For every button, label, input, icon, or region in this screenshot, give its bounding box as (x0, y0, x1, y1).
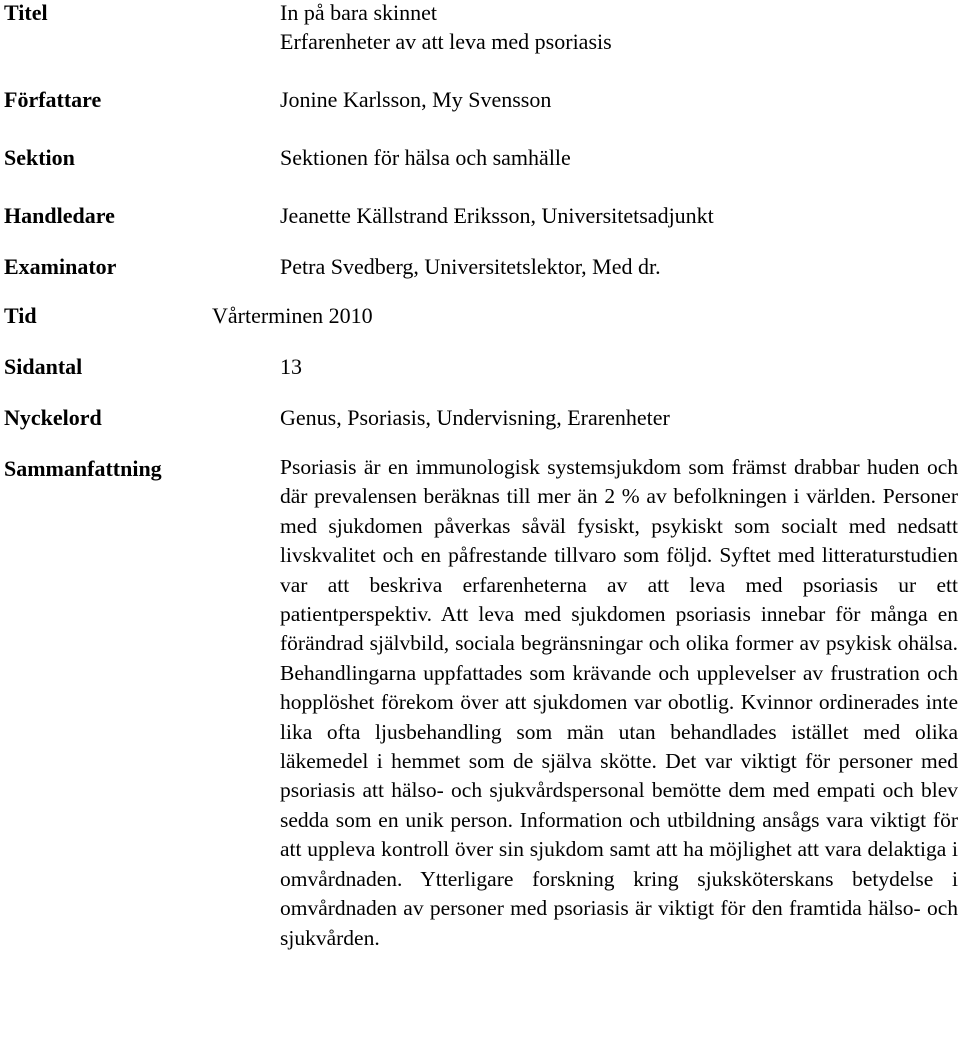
label-examinator: Examinator (4, 254, 117, 279)
value-tid: Vårterminen 2010 (212, 303, 373, 328)
value-titel-line-2: Erfarenheter av att leva med psoriasis (280, 29, 612, 54)
value-handledare: Jeanette Källstrand Eriksson, Universitetsadjunkt (280, 203, 714, 228)
label-handledare: Handledare (4, 203, 115, 228)
value-examinator: Petra Svedberg, Universitetslektor, Med dr. (280, 254, 661, 279)
value-sammanfattning: Psoriasis är en immunologisk systemsjukdom som främst drabbar huden och där prevalensen beräknas till mer än 2 % av befolkningen i världen. Personer med sjukdomen påverkas såväl fysiskt, psykiskt som socialt med nedsatt livskvalitet och en påfrestande tillvaro som följd. Syftet med litteraturstudien var att beskriva erfarenheterna av att leva med psoriasis ur ett patientperspektiv. Att leva med sjukdomen psoriasis innebar för många en förändrad självbild, sociala begränsningar och olika former av psykisk ohälsa. Behandlingarna uppfattades som krävande och upplevelser av frustration och hopplöshet förekom över att sjukdomen var obotlig. Kvinnor ordinerades inte lika ofta ljusbehandling som män utan behandlades istället med olika läkemedel i hemmet som de själva skötte. Det var viktigt för personer med psoriasis att hälso- och sjukvårdspersonal bemötte dem med empati och blev sedda som en unik person. Information och utbildning ansågs vara viktigt för att uppleva kontroll över sin sjukdom samt att ha möjlighet att vara delaktiga i omvårdnaden. Ytterligare forskning kring sjuksköterskans betydelse i omvårdnaden av personer med psoriasis är viktigt för den framtida hälso- och sjukvården. (280, 455, 958, 950)
value-titel-line-1: In på bara skinnet (280, 0, 437, 25)
label-tid: Tid (4, 303, 37, 328)
value-sektion: Sektionen för hälsa och samhälle (280, 145, 571, 170)
value-forfattare: Jonine Karlsson, My Svensson (280, 87, 552, 112)
label-sammanfattning: Sammanfattning (4, 456, 162, 481)
label-forfattare: Författare (4, 87, 102, 112)
label-sidantal: Sidantal (4, 354, 83, 379)
label-nyckelord: Nyckelord (4, 405, 102, 430)
label-titel: Titel (4, 0, 48, 25)
value-sidantal: 13 (280, 354, 302, 379)
value-nyckelord: Genus, Psoriasis, Undervisning, Erarenheter (280, 405, 670, 430)
label-sektion: Sektion (4, 145, 75, 170)
